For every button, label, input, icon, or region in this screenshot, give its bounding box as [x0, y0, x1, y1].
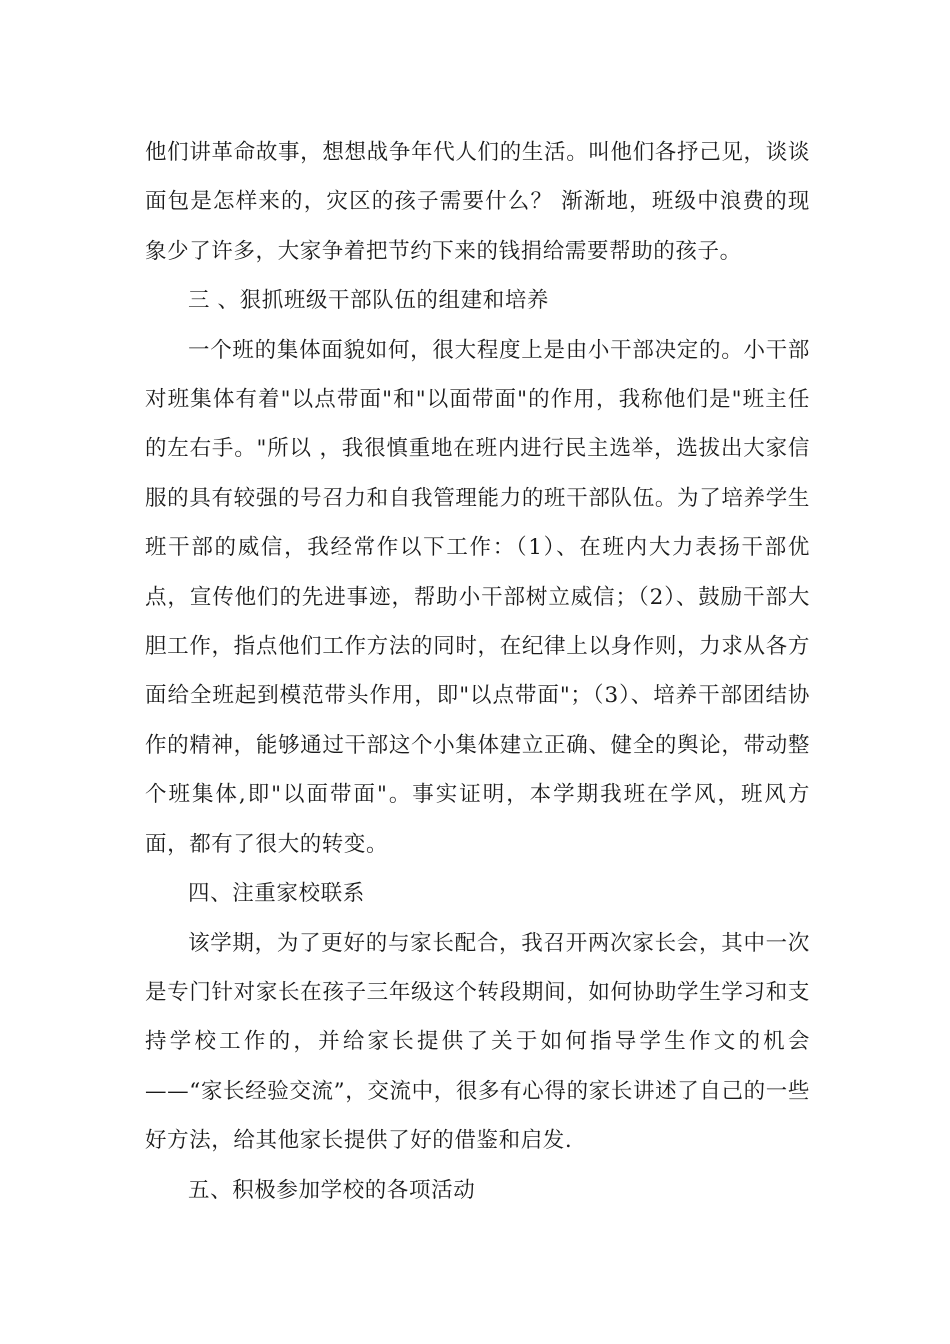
document-body — [145, 128, 810, 1215]
paragraph-continuation: 他们讲革命故事，想想战争年代人们的生活。叫他们各抒己见，谈谈面包是怎样来的，灾区的孩子需要什么？ 渐渐地，班级中浪费的现象少了许多，大家争着把节约下来的钱捐给需要帮助的孩子。 — [145, 140, 810, 264]
section-heading-3: 三 、狠抓班级干部队伍的组建和培养 — [188, 288, 550, 314]
section-heading-4: 四、注重家校联系 — [188, 881, 365, 907]
paragraph-class-cadres: 一个班的集体面貌如何，很大程度上是由小干部决定的。小干部对班集体有着"以点带面"和"以面带面"的作用，我称他们是"班主任的左右手。"所以 ，我很慎重地在班内进行民主选举，选拔出大家信服的具有较强的号召力和自我管理能力的班干部队伍。为了培养学生班干部的威信，我经常作以下工作：（1）、在班内大力表扬干部优点，宣传他们的先进事迹，帮助小干部树立威信；（2）、鼓励干部大胆工作，指点他们工作方法的同时，在纪律上以身作则，力求从各方面给全班起到模范带头作用，即"以点带面"；（3）、培养干部团结协作的精神，能够通过干部这个小集体建立正确、健全的舆论，带动整个班集体,即"以面带面"。事实证明，本学期我班在学风，班风方面，都有了很大的转变。 — [145, 337, 810, 857]
paragraph-home-school: 该学期，为了更好的与家长配合，我召开两次家长会，其中一次是专门针对家长在孩子三年级这个转段期间，如何协助学生学习和支持学校工作的，并给家长提供了关于如何指导学生作文的机会——“家长经验交流”，交流中，很多有心得的家长讲述了自己的一些好方法，给其他家长提供了好的借鉴和启发. — [145, 930, 810, 1154]
section-heading-5: 五、积极参加学校的各项活动 — [188, 1177, 476, 1203]
